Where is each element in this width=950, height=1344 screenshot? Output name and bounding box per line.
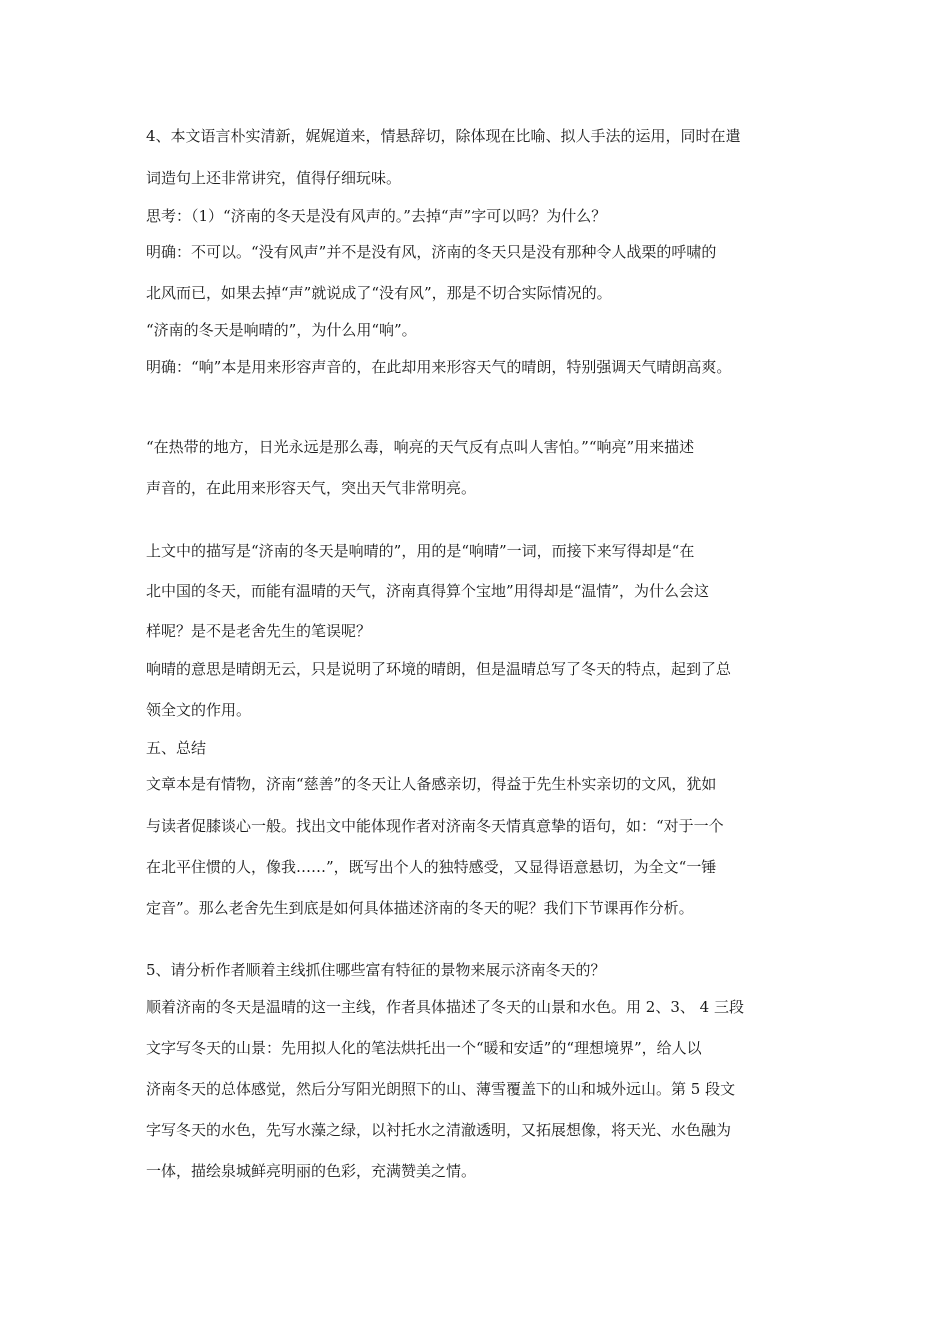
discussion-line-3: 样呢？是不是老舍先生的笔误呢？ xyxy=(146,622,372,640)
answer-1-line-2: 北风而已，如果去掉“声”就说成了“没有风”，那是不切合实际情况的。 xyxy=(146,284,612,302)
answer-5-line-1: 顺着济南的冬天是温晴的这一主线，作者具体描述了冬天的山景和水色。用 2、3、 4 三段 xyxy=(146,998,744,1016)
discussion-line-2: 北中国的冬天，而能有温晴的天气，济南真得算个宝地”用得却是“温情”，为什么会这 xyxy=(146,582,710,600)
summary-line-3: 在北平住惯的人，像我……”，既写出个人的独特感受，又显得语意悬切，为全文“一锤 xyxy=(146,858,717,876)
quote-line-2: 声音的，在此用来形容天气，突出天气非常明亮。 xyxy=(146,479,477,497)
section-heading-summary: 五、总结 xyxy=(146,739,207,757)
quote-line-1: “在热带的地方，日光永远是那么毒，响亮的天气反有点叫人害怕。”“响亮”用来描述 xyxy=(146,438,695,456)
summary-line-1: 文章本是有情物，济南“慈善”的冬天让人备感亲切，得益于先生朴实亲切的文风，犹如 xyxy=(146,775,717,793)
answer-5-line-2: 文字写冬天的山景：先用拟人化的笔法烘托出一个“暖和安适”的“理想境界”，给人以 xyxy=(146,1039,702,1057)
answer-2-line: 明确：“响”本是用来形容声音的，在此却用来形容天气的晴朗，特别强调天气晴朗高爽。 xyxy=(146,358,732,376)
question-5-line: 5、请分析作者顺着主线抓住哪些富有特征的景物来展示济南冬天的？ xyxy=(146,961,606,979)
paragraph-4-line-2: 词造句上还非常讲究，值得仔细玩味。 xyxy=(146,169,402,187)
answer-5-line-4: 字写冬天的水色，先写水藻之绿，以衬托水之清澈透明，又拓展想像，将天光、水色融为 xyxy=(146,1121,732,1139)
discussion-answer-line-2: 领全文的作用。 xyxy=(146,701,252,719)
answer-5-line-3: 济南冬天的总体感觉，然后分写阳光朗照下的山、薄雪覆盖下的山和城外远山。第 5 段文 xyxy=(146,1080,736,1098)
answer-1-line-1: 明确：不可以。“没有风声”并不是没有风，济南的冬天只是没有那种令人战栗的呼啸的 xyxy=(146,243,717,261)
question-2-line: “济南的冬天是响晴的”，为什么用“响”。 xyxy=(146,321,417,339)
discussion-answer-line-1: 响晴的意思是晴朗无云，只是说明了环境的晴朗，但是温晴总写了冬天的特点，起到了总 xyxy=(146,660,732,678)
question-1-line: 思考：（1）“济南的冬天是没有风声的。”去掉“声”字可以吗？为什么？ xyxy=(146,207,607,225)
summary-line-2: 与读者促膝谈心一般。找出文中能体现作者对济南冬天情真意挚的语句，如：“对于一个 xyxy=(146,817,724,835)
summary-line-4: 定音”。那么老舍先生到底是如何具体描述济南的冬天的呢？我们下节课再作分析。 xyxy=(146,899,694,917)
paragraph-4-line-1: 4、本文语言朴实清新，娓娓道来，情悬辞切，除体现在比喻、拟人手法的运用，同时在遣 xyxy=(146,127,741,145)
answer-5-line-5: 一体，描绘泉城鲜亮明丽的色彩，充满赞美之情。 xyxy=(146,1162,477,1180)
discussion-line-1: 上文中的描写是“济南的冬天是响晴的”，用的是“响晴”一词，而接下来写得却是“在 xyxy=(146,542,695,560)
